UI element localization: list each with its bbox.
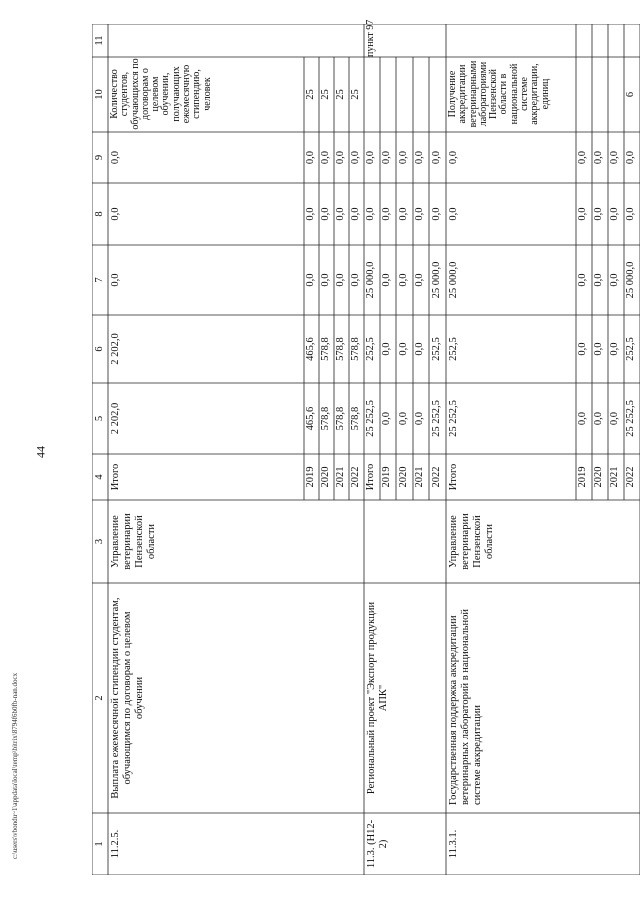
value-cell: 0,0 xyxy=(335,273,346,287)
value-cell: 0,0 xyxy=(414,342,425,356)
year-cell: 2019 xyxy=(305,466,316,488)
total-col-5: 25 252,5 xyxy=(365,400,376,437)
total-col-9: 0,0 xyxy=(448,150,459,165)
value-cell: 0,0 xyxy=(593,411,604,426)
value-cell: 0,0 xyxy=(381,411,392,426)
total-col-8: 0,0 xyxy=(448,207,459,221)
value-cell: 6 xyxy=(625,91,636,98)
year-cell: 2021 xyxy=(414,466,425,488)
row-number: 11.3. (Н12-2) xyxy=(366,819,389,869)
value-cell: 25 xyxy=(335,89,346,100)
value-cell: 578,8 xyxy=(335,406,346,431)
total-col-6: 252,5 xyxy=(365,337,376,361)
project-name: Региональный проект "Экспорт продукции АПК" xyxy=(366,601,389,795)
total-col-9: 0,0 xyxy=(365,150,376,165)
value-cell: 0,0 xyxy=(593,273,604,287)
value-cell: 0,0 xyxy=(577,207,588,221)
total-col-6: 252,5 xyxy=(448,337,459,361)
total-col-8: 0,0 xyxy=(365,207,376,221)
total-col-7: 25 000,0 xyxy=(448,261,459,299)
header-col-1: 1 xyxy=(94,841,105,847)
total-col-6: 2 202,0 xyxy=(110,333,121,365)
value-cell: 0,0 xyxy=(593,150,604,165)
value-cell: 0,0 xyxy=(350,273,361,287)
total-col-5: 25 252,5 xyxy=(448,400,459,437)
value-cell: 578,8 xyxy=(350,406,361,431)
value-cell: 0,0 xyxy=(609,342,620,356)
value-cell: 0,0 xyxy=(335,207,346,221)
measure-name: Выплата ежемесячной стипендии студентам, обучающимся по договорам о целевом обучении xyxy=(110,597,145,799)
total-col-8: 0,0 xyxy=(110,207,121,221)
total-col-7: 0,0 xyxy=(110,273,121,287)
value-cell: 252,5 xyxy=(431,337,442,361)
header-col-10: 10 xyxy=(94,89,105,100)
value-cell: 0,0 xyxy=(431,150,442,165)
value-cell: 25 000,0 xyxy=(431,261,442,299)
value-cell: 0,0 xyxy=(398,273,409,287)
year-cell: 2020 xyxy=(593,466,604,488)
header-col-11: 11 xyxy=(94,35,105,46)
value-cell: 0,0 xyxy=(609,411,620,426)
value-cell: 0,0 xyxy=(609,150,620,165)
total-col-7: 25 000,0 xyxy=(365,261,376,299)
year-cell: 2022 xyxy=(350,466,361,488)
footer-file-path: c:\users\vbondu~1\appdata\local\temp\bitrix\8794f6b0fb-nan.docx xyxy=(11,672,19,860)
indicator-text: Получение аккредитации ветеринарными лабораториями Пензенской области в национальной системе аккредитации, единиц xyxy=(447,60,551,128)
value-cell: 0,0 xyxy=(305,150,316,165)
value-cell: 578,8 xyxy=(320,337,331,361)
value-cell: 0,0 xyxy=(414,411,425,426)
header-col-3: 3 xyxy=(94,538,105,545)
value-cell: 0,0 xyxy=(577,150,588,165)
value-cell: 0,0 xyxy=(577,342,588,356)
header-col-6: 6 xyxy=(94,346,105,352)
value-cell: 578,8 xyxy=(350,337,361,361)
value-cell: 0,0 xyxy=(381,207,392,221)
value-cell: 0,0 xyxy=(398,150,409,165)
value-cell: 0,0 xyxy=(609,207,620,221)
value-cell: 0,0 xyxy=(398,342,409,356)
value-cell: 25 xyxy=(320,89,331,100)
header-col-8: 8 xyxy=(94,211,105,217)
value-cell: 0,0 xyxy=(398,411,409,426)
header-col-2: 2 xyxy=(94,695,105,701)
executor: Управление ветеринарии Пензенской области xyxy=(110,513,157,570)
value-cell: 0,0 xyxy=(350,207,361,221)
value-cell: 25 xyxy=(305,89,316,100)
year-cell: 2019 xyxy=(577,466,588,488)
value-cell: 25 252,5 xyxy=(625,400,636,437)
value-cell: 0,0 xyxy=(381,150,392,165)
header-col-5: 5 xyxy=(94,415,105,422)
value-cell: 0,0 xyxy=(625,207,636,221)
total-col-9: 0,0 xyxy=(110,150,121,165)
value-cell: 0,0 xyxy=(350,150,361,165)
value-cell: 0,0 xyxy=(320,150,331,165)
value-cell: 25 252,5 xyxy=(431,400,442,437)
value-cell: 0,0 xyxy=(320,273,331,287)
value-cell: 25 000,0 xyxy=(625,261,636,299)
value-cell: 0,0 xyxy=(414,207,425,221)
row-number: 11.3.1. xyxy=(448,829,459,859)
value-cell: 0,0 xyxy=(305,207,316,221)
year-cell: 2022 xyxy=(625,466,636,488)
value-cell: 578,8 xyxy=(320,406,331,431)
year-cell: 2022 xyxy=(431,466,442,488)
total-col-5: 2 202,0 xyxy=(110,402,121,435)
value-cell: 0,0 xyxy=(320,207,331,221)
value-cell: 0,0 xyxy=(398,207,409,221)
value-cell: 465,6 xyxy=(305,337,316,361)
year-cell: 2020 xyxy=(398,466,409,488)
measure-name: Государственная поддержка аккредитации ветеринарных лабораторий в национальной системе аккредитации xyxy=(448,609,483,805)
year-cell: 2019 xyxy=(381,466,392,488)
reference-note: пункт 97 xyxy=(365,19,376,57)
value-cell: 0,0 xyxy=(625,150,636,165)
header-col-4: 4 xyxy=(94,474,105,480)
value-cell: 252,5 xyxy=(625,337,636,361)
year-cell: 2021 xyxy=(335,466,346,488)
indicator-text: Количество студентов, обучающихся по договорам о целевом обучении, получающих ежемесячную стипендию, человек xyxy=(109,58,213,130)
value-cell: 0,0 xyxy=(609,273,620,287)
value-cell: 0,0 xyxy=(593,207,604,221)
value-cell: 0,0 xyxy=(577,411,588,426)
value-cell: 25 xyxy=(350,89,361,100)
value-cell: 0,0 xyxy=(414,273,425,287)
value-cell: 0,0 xyxy=(414,150,425,165)
header-col-9: 9 xyxy=(94,154,105,161)
value-cell: 0,0 xyxy=(593,342,604,356)
row-number: 11.2.5. xyxy=(110,829,121,859)
value-cell: 0,0 xyxy=(305,273,316,287)
value-cell: 465,6 xyxy=(305,406,316,431)
value-cell: 0,0 xyxy=(431,207,442,221)
value-cell: 0,0 xyxy=(577,273,588,287)
total-label: Итого xyxy=(448,463,459,491)
page-number: 44 xyxy=(33,446,48,458)
total-label: Итого xyxy=(365,463,376,491)
header-col-7: 7 xyxy=(94,277,105,283)
value-cell: 578,8 xyxy=(335,337,346,361)
year-cell: 2020 xyxy=(320,466,331,488)
value-cell: 0,0 xyxy=(335,150,346,165)
total-label: Итого xyxy=(110,463,121,491)
year-cell: 2021 xyxy=(609,466,620,488)
data-table xyxy=(92,19,640,875)
executor: Управление ветеринарии Пензенской области xyxy=(448,513,495,570)
value-cell: 0,0 xyxy=(381,342,392,356)
value-cell: 0,0 xyxy=(381,273,392,287)
